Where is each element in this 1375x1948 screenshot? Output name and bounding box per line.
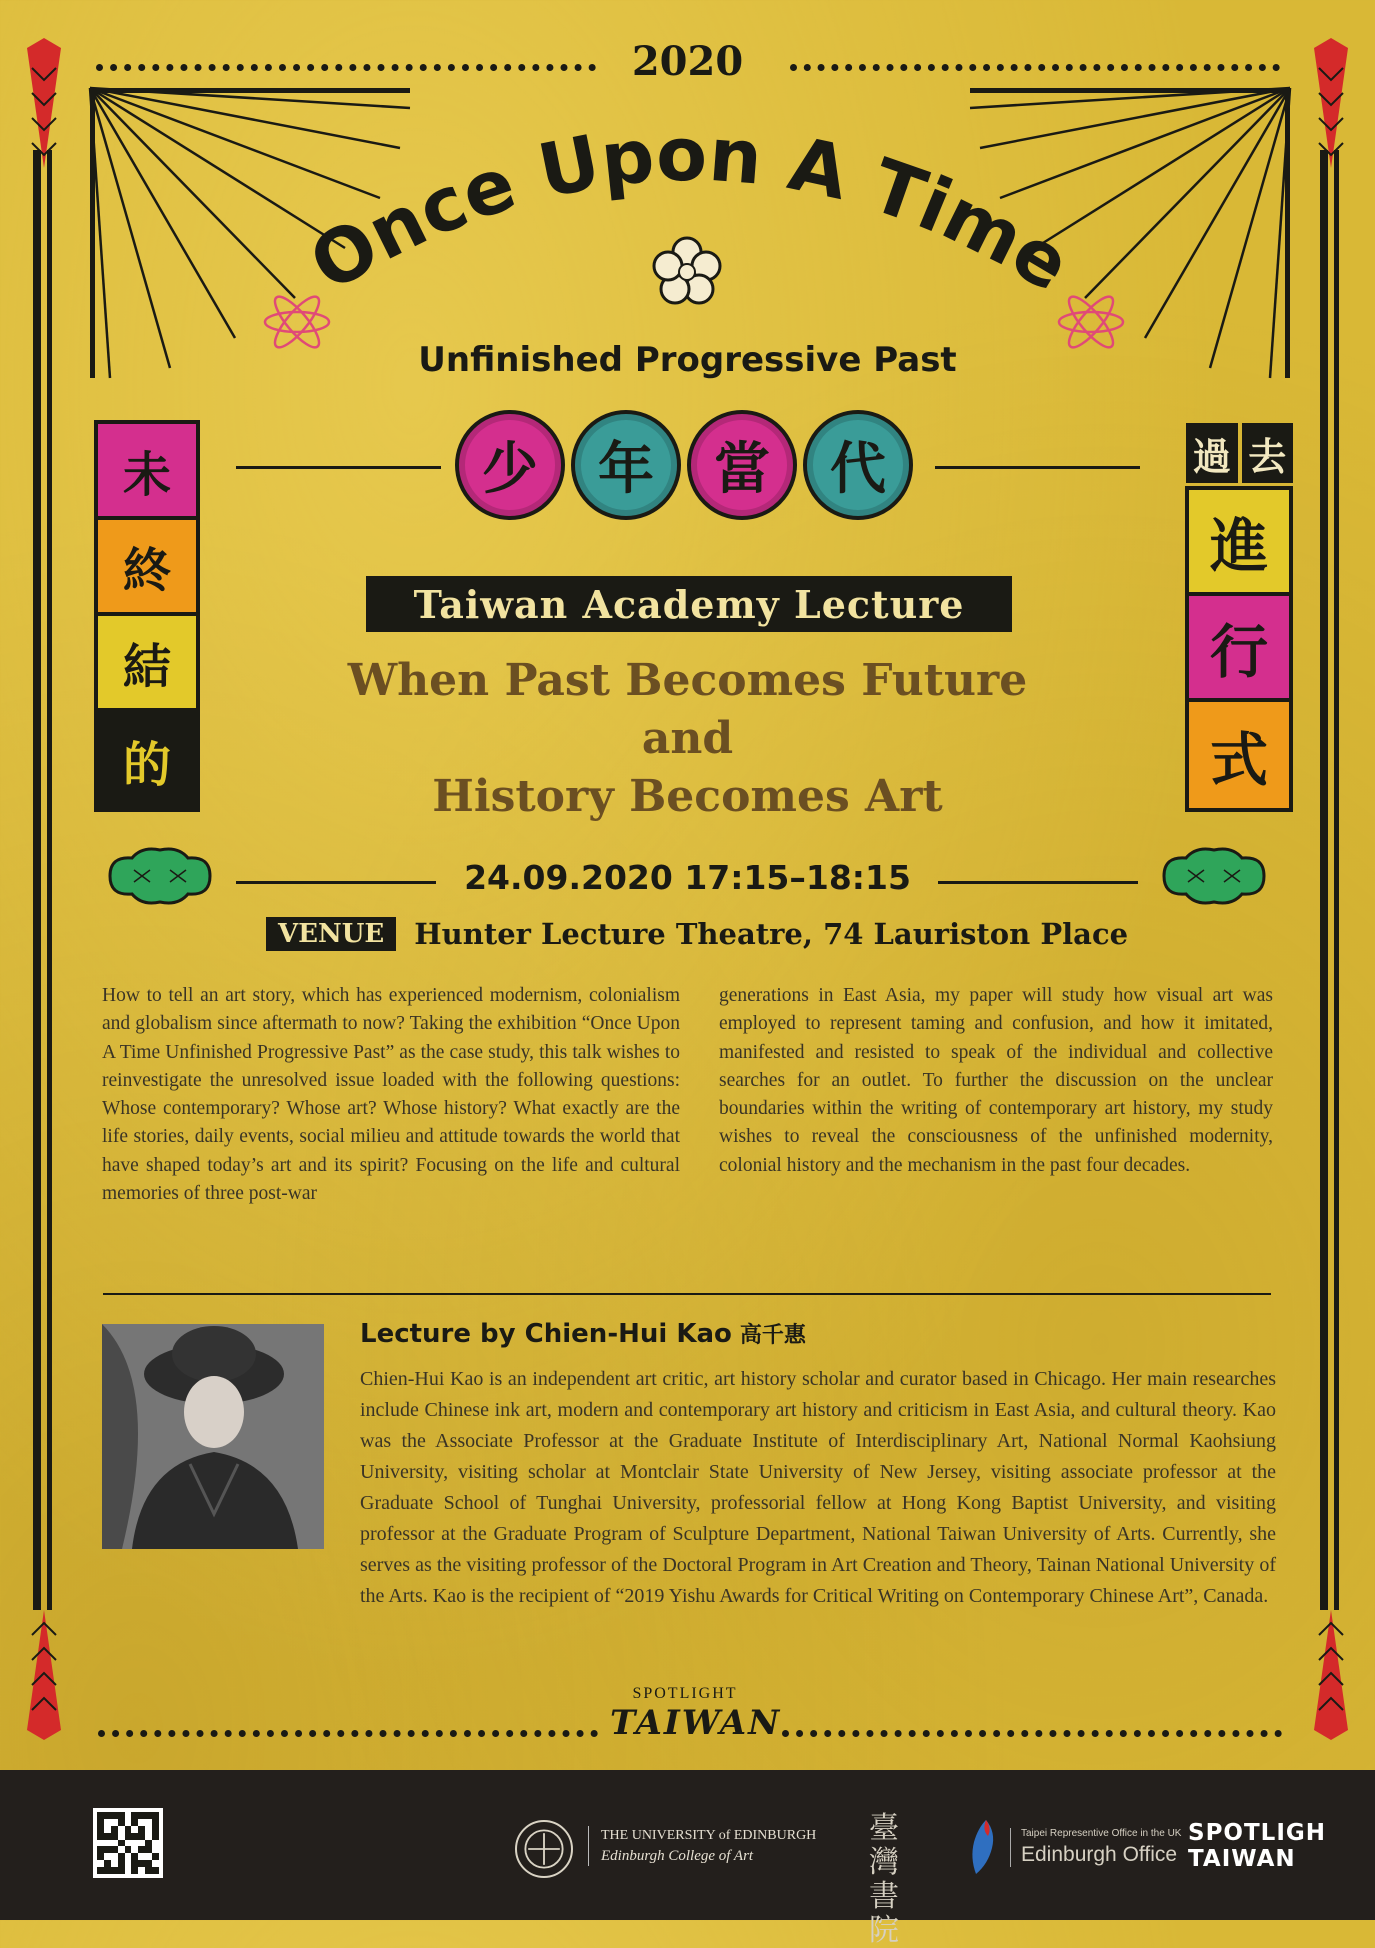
bottom-dotted-line-right (782, 1730, 1282, 1737)
venue-tag: VENUE (266, 917, 396, 951)
venue-text: Hunter Lecture Theatre, 74 Lauriston Place (414, 917, 1129, 951)
title-text: Once Upon A Time (296, 120, 1085, 309)
university-line-2: Edinburgh College of Art (601, 1848, 754, 1864)
bottom-dotted-line-left (98, 1730, 598, 1737)
left-stack-char-2: 終 (98, 520, 196, 616)
university-line-1: THE UNIVERSITY of EDINBURGH (601, 1828, 817, 1843)
taipei-office (1010, 1828, 1181, 1867)
spotlight-footer-line-1: SPOTLIGH (1188, 1820, 1327, 1846)
right-top-pair (1186, 423, 1293, 483)
plum-blossom-icon (651, 236, 723, 308)
right-bottom-arrow-icon (1314, 1610, 1348, 1740)
left-stack-char-1: 未 (98, 424, 196, 520)
left-stack-char-3: 結 (98, 616, 196, 712)
right-pair-char-2: 去 (1242, 423, 1294, 483)
chinese-title-circles (455, 410, 920, 522)
taipei-line-2: Edinburgh Office (1021, 1843, 1178, 1866)
spotlight-small-line2: TAIWAN (610, 1703, 782, 1743)
subtitle: Unfinished Progressive Past (418, 340, 957, 380)
spotlight-footer-line-2: TAIWAN (1188, 1846, 1296, 1872)
section-separator (103, 1293, 1271, 1295)
lecturer-label: Lecture by Chien-Hui Kao (360, 1319, 732, 1349)
right-stack-char-1: 進 (1189, 490, 1289, 596)
qr-code[interactable] (93, 1808, 163, 1878)
circle-char-4: 代 (803, 410, 913, 520)
main-title-line-2: and (641, 713, 734, 764)
circle-char-1: 少 (455, 410, 565, 520)
circle-line-left (236, 466, 441, 469)
main-title-line-3: History Becomes Art (432, 771, 943, 822)
right-pair-char-1: 過 (1186, 423, 1238, 483)
lecturer-name-zh: 高千惠 (739, 1322, 806, 1348)
taipei-line-1: Taipei Representive Office in the UK (1021, 1828, 1182, 1839)
lecture-banner: Taiwan Academy Lecture (366, 576, 1012, 632)
event-date: 24.09.2020 17:15–18:15 (464, 858, 911, 897)
lecturer-heading (360, 1318, 806, 1349)
venue-row (266, 914, 1128, 954)
right-stack-char-3: 式 (1189, 702, 1289, 808)
main-title-line-1: When Past Becomes Future (347, 655, 1028, 706)
university-seal-icon (515, 1820, 573, 1878)
left-bottom-arrow-icon (27, 1610, 61, 1740)
spotlight-small-line1: SPOTLIGHT (632, 1685, 738, 1702)
year: 2020 (631, 38, 744, 85)
spotlight-taiwan-logo (610, 1685, 782, 1743)
right-top-arrow-icon (1314, 38, 1348, 168)
abstract-left: How to tell an art story, which has experienced modernism, colonialism and globalism since aftermath to now? Taking the exhibition “Once Upon A Time Unfinished Progressive Past” as the case study, this talk wishes to reinvestigate the unresolved issue loaded with the following questions: Whose contemporary? Whose art? Whose history? What exactly are the life stories, daily events, social milieu and attitude towards the world that have shaped today’s art and its spirit? Focusing on the life and cultural memories of three post-war (102, 985, 680, 1205)
left-top-arrow-icon (27, 38, 61, 168)
spotlight-taiwan-footer-logo (1188, 1820, 1326, 1872)
footer (0, 1770, 1375, 1948)
university-name (588, 1826, 816, 1866)
left-stack-char-4: 的 (98, 712, 196, 808)
circle-char-3: 當 (687, 410, 797, 520)
lecturer-photo (102, 1324, 324, 1549)
main-title (0, 652, 1375, 826)
taiwan-map-icon (966, 1818, 1000, 1876)
abstract-right: generations in East Asia, my paper will study how visual art was employed to represent taming and confusion, and how it imitated, manifested and resisted to speak of the individual and collective searches for an outlet. To further the discussion on the unclear boundaries within the writing of contemporary art history, my study wishes to reveal the consciousness of the unfinished modernity, colonial history and the mechanism in the past four decades. (719, 985, 1273, 1176)
circle-line-right (935, 466, 1140, 469)
right-stack-char-2: 行 (1189, 596, 1289, 702)
lecturer-bio: Chien-Hui Kao is an independent art critic, art history scholar and curator based in Chicago. Her main researches include Chinese ink art, modern and contemporary art history and criticism in East Asia, and cultural theory. Kao was the Associate Professor at the Graduate Institute of Interdisciplinary Art, National Normal Kaohsiung University, visiting scholar at Montclair State University of New Jersey, visiting associate professor at the Graduate School of Tunghai University, professorial fellow at Hong Kong Baptist University, and visiting professor at the Graduate Program of Sculpture Department, National Taiwan University of Arts. Currently, she serves as the visiting professor of the Doctoral Program in Art Creation and Theory, Tainan National University of the Arts. Kao is the recipient of “2019 Yishu Awards for Critical Writing on Contemporary Chinese Art”, Canada. (360, 1368, 1276, 1607)
circle-char-2: 年 (571, 410, 681, 520)
taiwan-academy-logo: 臺灣書院 (869, 1811, 899, 1948)
